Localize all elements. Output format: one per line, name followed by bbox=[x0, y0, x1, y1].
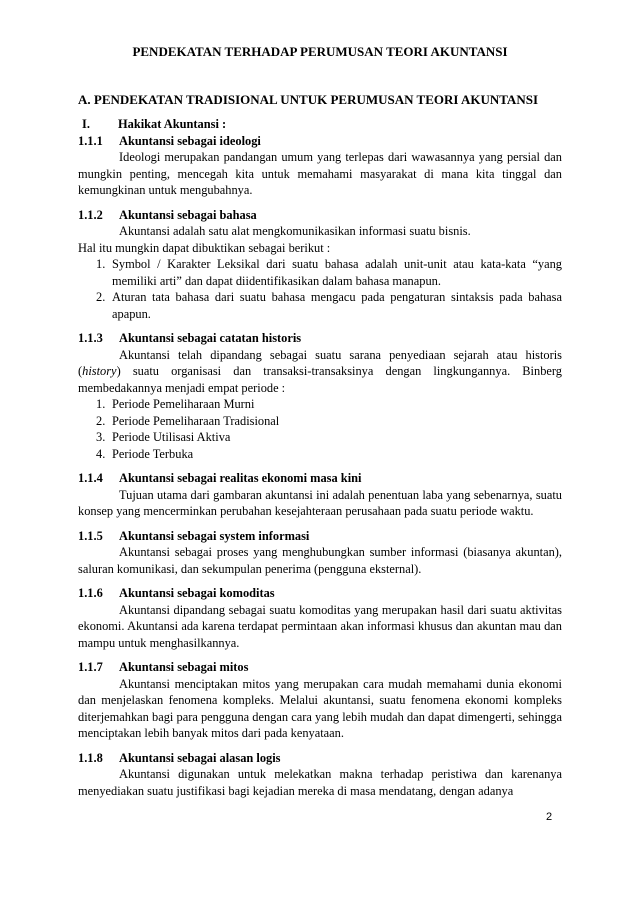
heading-number: 1.1.2 bbox=[78, 207, 103, 222]
heading-1-1-6 bbox=[78, 585, 562, 602]
heading-number: 1.1.3 bbox=[78, 331, 103, 345]
list-number: 1. bbox=[96, 397, 106, 411]
subsection-heading bbox=[78, 116, 562, 133]
list-item bbox=[78, 289, 562, 322]
heading-text: Akuntansi sebagai mitos bbox=[119, 660, 249, 674]
heading-text: Akuntansi sebagai system informasi bbox=[119, 528, 310, 543]
paragraph-historis bbox=[78, 347, 562, 397]
heading-text: Akuntansi sebagai komoditas bbox=[119, 586, 275, 600]
list-item bbox=[78, 256, 562, 289]
paragraph-bahasa: Akuntansi adalah satu alat mengkomunikasikan informasi suatu bisnis. bbox=[119, 224, 471, 238]
list-text: Periode Utilisasi Aktiva bbox=[112, 430, 231, 444]
paragraph-ideologi: Ideologi merupakan pandangan umum yang terlepas dari wawasannya yang persial dan mungkin penting, mencegah kita untuk memahami masyarakat di mana kita tinggal dan kemungkinan untuk mengubahnya. bbox=[78, 150, 562, 197]
list-item bbox=[78, 429, 562, 446]
list-text: Aturan tata bahasa dari suatu bahasa mengacu pada pengaturan sintaksis pada bahasa apapun. bbox=[112, 290, 562, 321]
page-number: 2 bbox=[546, 811, 553, 823]
heading-text: Akuntansi sebagai catatan historis bbox=[119, 331, 302, 345]
numbered-list-periode bbox=[78, 396, 562, 462]
list-text: Periode Terbuka bbox=[112, 446, 194, 461]
list-item bbox=[78, 413, 562, 430]
list-number: 3. bbox=[96, 430, 106, 444]
list-number: 4. bbox=[96, 446, 106, 461]
list-text: Symbol / Karakter Leksikal dari suatu bahasa adalah unit-unit atau kata-kata “yang memiliki arti” dan dapat diidentifikasikan dalam bahasa manapun. bbox=[112, 257, 562, 288]
heading-text: Akuntansi sebagai alasan logis bbox=[119, 750, 281, 765]
paragraph-alasan-logis: Akuntansi digunakan untuk melekatkan makna terhadap peristiwa dan karenanya menyediakan suatu justifikasi bagi kejadian mereka di masa mendatang, dengan adanya bbox=[78, 767, 562, 798]
list-text: Periode Pemeliharaan Tradisional bbox=[112, 413, 280, 428]
section-heading: A. PENDEKATAN TRADISIONAL UNTUK PERUMUSAN TEORI AKUNTANSI bbox=[78, 92, 539, 107]
roman-numeral: I. bbox=[82, 117, 90, 131]
paragraph-system-informasi: Akuntansi sebagai proses yang menghubungkan sumber informasi (biasanya akuntan), saluran komunikasi, dan sekumpulan penerima (pengguna eksternal). bbox=[78, 545, 562, 576]
list-item bbox=[78, 446, 562, 463]
heading-number: 1.1.5 bbox=[78, 528, 103, 543]
heading-number: 1.1.6 bbox=[78, 586, 103, 600]
heading-1-1-2 bbox=[78, 207, 562, 224]
heading-1-1-4 bbox=[78, 470, 562, 487]
document-title: PENDEKATAN TERHADAP PERUMUSAN TEORI AKUNTANSI bbox=[132, 44, 508, 59]
heading-number: 1.1.1 bbox=[78, 133, 103, 148]
paragraph-komoditas: Akuntansi dipandang sebagai suatu komoditas yang merupakan hasil dari suatu aktivitas ekonomi. Akuntansi ada karena terdapat permintaan akan informasi khusus dan akuntan mau dan mampu untuk menghasilkannya. bbox=[78, 602, 562, 650]
paragraph-text-b: ) suatu organisasi dan transaksi-transaksinya dengan lingkungannya. Binberg membedakannya menjadi empat periode : bbox=[78, 364, 562, 395]
paragraph-text-a: Akuntansi telah dipandang sebagai suatu sarana penyediaan sejarah atau historis ( bbox=[78, 347, 562, 378]
heading-text: Akuntansi sebagai realitas ekonomi masa kini bbox=[119, 471, 362, 485]
heading-text: Akuntansi sebagai bahasa bbox=[119, 207, 257, 222]
list-text: Periode Pemeliharaan Murni bbox=[112, 397, 255, 411]
heading-text: Akuntansi sebagai ideologi bbox=[119, 133, 261, 148]
list-number: 1. bbox=[96, 257, 106, 271]
heading-number: 1.1.4 bbox=[78, 471, 103, 485]
paragraph-bahasa-intro: Hal itu mungkin dapat dibuktikan sebagai berikut : bbox=[78, 240, 331, 255]
heading-1-1-3 bbox=[78, 330, 562, 347]
list-item bbox=[78, 396, 562, 413]
list-number: 2. bbox=[96, 290, 106, 304]
heading-1-1-8 bbox=[78, 750, 562, 767]
numbered-list-bahasa bbox=[78, 256, 562, 322]
heading-1-1-7 bbox=[78, 659, 562, 676]
italic-term: history bbox=[82, 364, 117, 378]
paragraph-realitas-ekonomi: Tujuan utama dari gambaran akuntansi ini adalah penentuan laba yang sebenarnya, suatu konsep yang mencerminkan perubahan kesejahteraan perusahaan pada suatu periode waktu. bbox=[78, 487, 562, 518]
list-number: 2. bbox=[96, 413, 106, 428]
document-body bbox=[78, 116, 562, 799]
heading-number: 1.1.8 bbox=[78, 750, 103, 765]
heading-1-1-1 bbox=[78, 133, 562, 150]
paragraph-mitos: Akuntansi menciptakan mitos yang merupakan cara mudah memahami dunia ekonomi dan menjelaskan fenomena kompleks. Melalui akuntansi, suatu fenomena ekonomi kompleks diterjemahkan bagi para pengguna dengan cara yang lebih mudah dan dapat dimengerti, sehingga menciptakan lebih banyak mitos dari pada kenyataan. bbox=[78, 676, 562, 740]
heading-number: 1.1.7 bbox=[78, 660, 103, 674]
heading-1-1-5 bbox=[78, 528, 562, 545]
subsection-label: Hakikat Akuntansi : bbox=[118, 117, 227, 131]
